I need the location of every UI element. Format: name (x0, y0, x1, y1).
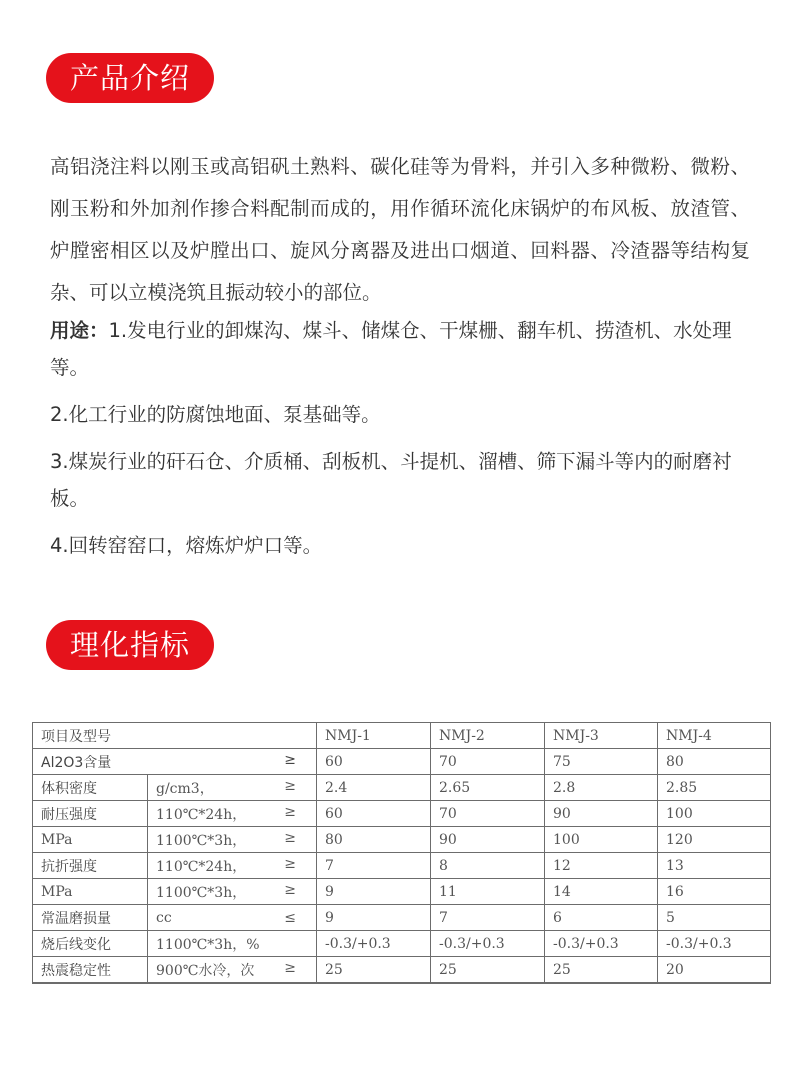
usage-section (50, 312, 755, 564)
value-cell: 90 (545, 801, 658, 827)
value-cell: 16 (658, 879, 771, 905)
intro-paragraph: 高铝浇注料以刚玉或高铝矾土熟料、碳化硅等为骨料，并引入多种微粉、微粉、刚玉粉和外加剂作掺合料配制而成的，用作循环流化床锅炉的布风板、放渣管、炉膛密相区以及炉膛出口、旋风分离器及进出口烟道、回料器、冷渣器等结构复杂、可以立模浇筑且振动较小的部位。 (50, 155, 750, 304)
row-condition: 1100℃*3h，% (148, 931, 317, 957)
row-item: 常温磨损量 (33, 905, 148, 931)
table-row (33, 827, 771, 853)
header-model: NMJ-2 (431, 723, 545, 749)
value-cell: 7 (431, 905, 545, 931)
value-cell: 20 (658, 957, 771, 984)
usage-item-2: 2.化工行业的防腐蚀地面、泵基础等。 (50, 403, 381, 426)
value-cell: 13 (658, 853, 771, 879)
row-item: 烧后线变化 (33, 931, 148, 957)
value-cell: 11 (431, 879, 545, 905)
row-condition: cc ≤ (148, 905, 317, 931)
value-cell: -0.3/+0.3 (317, 931, 431, 957)
table-row (33, 905, 771, 931)
value-cell: 25 (545, 957, 658, 984)
table-row (33, 931, 771, 957)
header-model: NMJ-3 (545, 723, 658, 749)
value-cell: 60 (317, 801, 431, 827)
value-cell: 5 (658, 905, 771, 931)
spec-table (32, 722, 771, 984)
row-condition: 110℃*24h， ≥ (148, 853, 317, 879)
row-item: MPa (33, 879, 148, 905)
value-cell: 12 (545, 853, 658, 879)
value-cell: 80 (317, 827, 431, 853)
usage-label: 用途： (50, 319, 109, 342)
value-cell: 8 (431, 853, 545, 879)
value-cell: 60 (317, 749, 431, 775)
value-cell: 2.65 (431, 775, 545, 801)
row-condition: 1100℃*3h， ≥ (148, 827, 317, 853)
header-model: NMJ-4 (658, 723, 771, 749)
value-cell: 2.8 (545, 775, 658, 801)
value-cell: 2.85 (658, 775, 771, 801)
value-cell: 75 (545, 749, 658, 775)
row-item: 体积密度 (33, 775, 148, 801)
value-cell: 70 (431, 801, 545, 827)
usage-item-4: 4.回转窑窑口，熔炼炉炉口等。 (50, 534, 323, 557)
table-row (33, 853, 771, 879)
table-row (33, 749, 771, 775)
table-row (33, 775, 771, 801)
table-header-row (33, 723, 771, 749)
value-cell: 7 (317, 853, 431, 879)
value-cell: 9 (317, 905, 431, 931)
usage-item-1: 用途：1.发电行业的卸煤沟、煤斗、储煤仓、干煤栅、翻车机、捞渣机、水处理等。 (50, 319, 732, 379)
value-cell: 2.4 (317, 775, 431, 801)
table-row (33, 957, 771, 984)
row-item: MPa (33, 827, 148, 853)
value-cell: 80 (658, 749, 771, 775)
value-cell: 100 (545, 827, 658, 853)
header-model: NMJ-1 (317, 723, 431, 749)
value-cell: 25 (317, 957, 431, 984)
row-item: 热震稳定性 (33, 957, 148, 984)
value-cell: -0.3/+0.3 (658, 931, 771, 957)
value-cell: -0.3/+0.3 (431, 931, 545, 957)
value-cell: 100 (658, 801, 771, 827)
row-condition: 900℃水冷，次 ≥ (148, 957, 317, 984)
row-condition: g/cm3， ≥ (148, 775, 317, 801)
section-badge-product-intro: 产品介绍 (46, 53, 214, 103)
value-cell: 9 (317, 879, 431, 905)
usage-item-3: 3.煤炭行业的矸石仓、介质桶、刮板机、斗提机、溜槽、筛下漏斗等内的耐磨衬板。 (50, 450, 732, 510)
value-cell: 25 (431, 957, 545, 984)
value-cell: 6 (545, 905, 658, 931)
value-cell: 14 (545, 879, 658, 905)
table-row (33, 801, 771, 827)
value-cell: 90 (431, 827, 545, 853)
value-cell: 120 (658, 827, 771, 853)
row-item: 抗折强度 (33, 853, 148, 879)
header-item: 项目及型号 (33, 723, 317, 749)
row-condition: 110℃*24h， ≥ (148, 801, 317, 827)
value-cell: 70 (431, 749, 545, 775)
table-row (33, 879, 771, 905)
row-item: Al2O3含量 ≥ (33, 749, 317, 775)
section-badge-specs: 理化指标 (46, 620, 214, 670)
row-item: 耐压强度 (33, 801, 148, 827)
row-condition: 1100℃*3h， ≥ (148, 879, 317, 905)
value-cell: -0.3/+0.3 (545, 931, 658, 957)
